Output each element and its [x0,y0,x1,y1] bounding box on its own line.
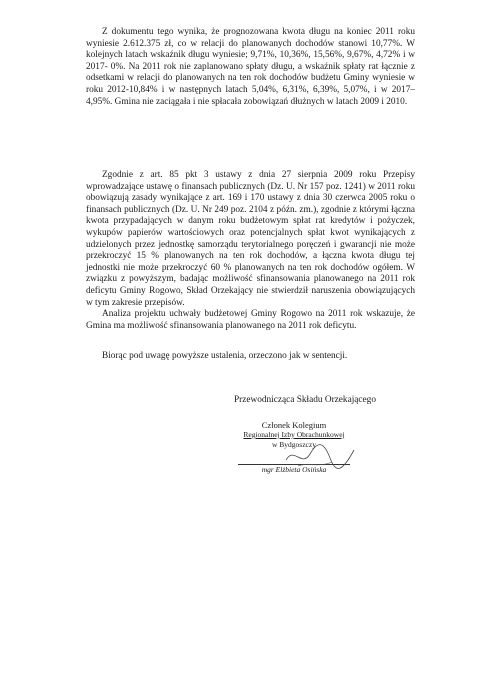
handwritten-signature [280,432,360,480]
paragraph-debt-forecast [86,27,415,108]
paragraph-legal-basis [86,170,415,309]
paragraph-legal-basis-text: Zgodnie z art. 85 pkt 3 ustawy z dnia 27 sierpnia 2009 roku Przepisy wprowadzające ustawę o finansach publicznych (Dz. U. Nr 157 poz. 1241) w 2011 roku obowiązują zasady wynikające z art. 169 i 170 ustawy z dnia 30 czerwca 2005 roku o finansach publicznych (Dz. U. Nr 249 poz. 2104 z późn. zm.), zgodnie z którymi łączna kwota przypadających w danym roku budżetowym spłat rat kredytów i pożyczek, wykupów papierów wartościowych oraz potencjalnych spłat kwot wynikających z udzielonych przez jednostkę samorządu terytorialnego poręczeń i gwarancji nie może przekroczyć 15 % planowanych na ten rok dochodów, a łączna kwota długu tej jednostki nie może przekroczyć 60 % planowanych na ten rok dochodów ogółem. W związku z powyższym, badając możliwość sfinansowania planowanego na 2011 rok deficytu Gminy Rogowo, Skład Orzekający nie stwierdził naruszenia obowiązujących w tym zakresie przepisów. [86,170,415,308]
stamp-line-city: w Bydgoszczy [272,440,316,449]
paragraph-conclusion-text: Biorąc pod uwagę powyższe ustalenia, orzeczono jak w sentencji. [102,351,348,361]
stamp-line-chamber: Regionalnej Izby Obrachunkowej [243,430,345,439]
paragraph-analysis-text: Analiza projektu uchwały budżetowej Gminy Rogowo na 2011 rok wskazuje, że Gmina ma możliwość sfinansowania planowanego na 2011 rok deficytu. [86,309,415,331]
paragraph-conclusion [86,351,415,363]
signature-title: Przewodnicząca Składu Orzekającego [234,395,376,405]
stamp-line-name: mgr Elżbieta Osińska [261,465,327,474]
paragraph-analysis [86,309,415,332]
paragraph-debt-forecast-text: Z dokumentu tego wynika, że prognozowana kwota długu na koniec 2011 roku wyniesie 2.612.375 zł, co w relacji do planowanych dochodów stanowi 10,77%. W kolejnych latach wskaźnik długu wyniesie; 9,71%, 10,36%, 15,56%, 9,67%, 4,72% i w 2017- 0%. Na 2011 rok nie zaplanowano spłaty długu, a wskaźnik spłaty rat łącznie z odsetkami w relacji do planowanych na ten rok dochodów budżetu Gminy wyniesie w roku 2012-10,84% i w następnych latach 5,04%, 6,31%, 6,39%, 5,07%, i w 2017–4,95%. Gmina nie zaciągała i nie spłacała zobowiązań dłużnych w latach 2009 i 2010. [86,27,415,107]
stamp-line-member: Członek Kolegium [261,420,327,430]
